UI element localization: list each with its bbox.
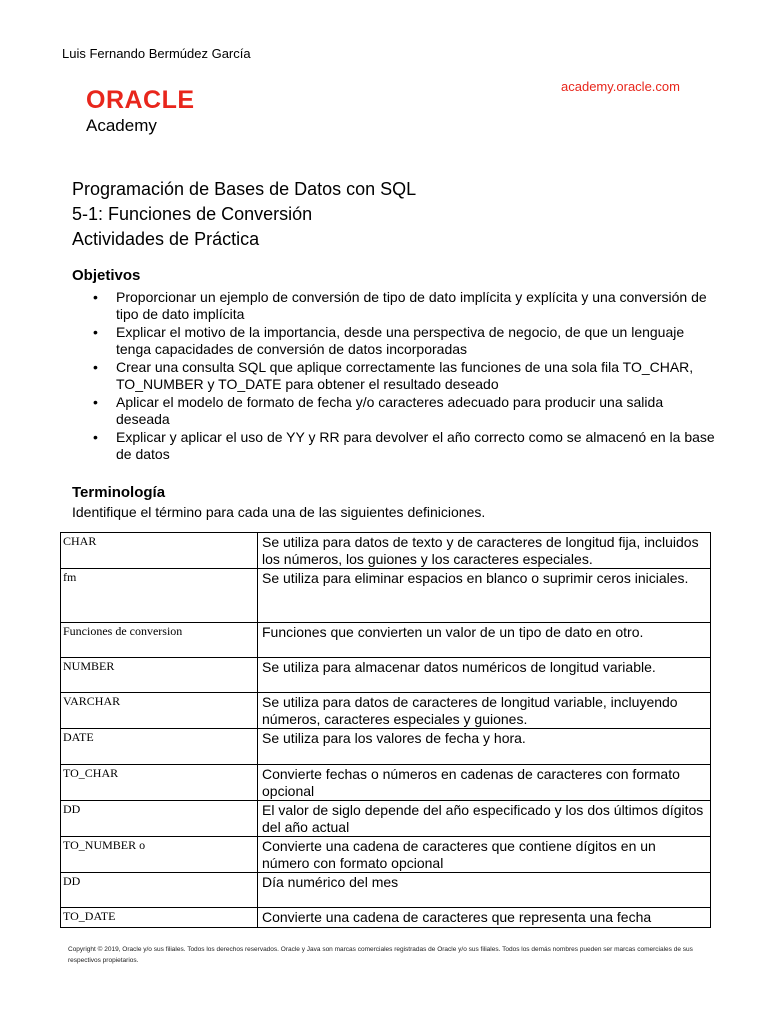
- terminology-intro: Identifique el término para cada una de las siguientes definiciones.: [72, 504, 486, 520]
- definition-cell: Funciones que convierten un valor de un tipo de dato en otro.: [258, 623, 711, 658]
- table-row: [61, 623, 711, 658]
- table-row: [61, 908, 711, 928]
- objectives-heading: Objetivos: [72, 267, 141, 284]
- term-cell: TO_DATE: [61, 908, 258, 928]
- objective-text: Explicar y aplicar el uso de YY y RR para devolver el año correcto como se almacenó en la base de datos: [116, 429, 715, 462]
- objective-text: Proporcionar un ejemplo de conversión de tipo de dato implícita y explícita y una conversión de tipo de dato implícita: [116, 289, 707, 322]
- bullet-icon: •: [93, 289, 98, 305]
- bullet-icon: •: [93, 429, 98, 445]
- definition-cell: Se utiliza para los valores de fecha y hora.: [258, 729, 711, 765]
- bullet-icon: •: [93, 394, 98, 410]
- term-cell: Funciones de conversion: [61, 623, 258, 658]
- logo-oracle-text: ORACLE: [86, 86, 195, 114]
- list-item: [93, 324, 716, 358]
- term-cell: VARCHAR: [61, 693, 258, 729]
- definition-cell: Se utiliza para almacenar datos numéricos de longitud variable.: [258, 658, 711, 693]
- table-row: [61, 873, 711, 908]
- term-cell: DD: [61, 873, 258, 908]
- term-cell: CHAR: [61, 533, 258, 569]
- table-row: [61, 658, 711, 693]
- table-row: [61, 569, 711, 623]
- objective-text: Aplicar el modelo de formato de fecha y/o caracteres adecuado para producir una salida deseada: [116, 394, 664, 427]
- objective-text: Explicar el motivo de la importancia, desde una perspectiva de negocio, de que un lenguaje tenga capacidades de conversión de datos incorporadas: [116, 324, 685, 357]
- title-lesson: 5-1: Funciones de Conversión: [72, 204, 313, 224]
- definition-cell: El valor de siglo depende del año especificado y los dos últimos dígitos del año actual: [258, 801, 711, 837]
- list-item: [93, 289, 716, 323]
- term-cell: fm: [61, 569, 258, 623]
- term-cell: DATE: [61, 729, 258, 765]
- author-name: Luis Fernando Bermúdez García: [62, 46, 251, 61]
- logo-academy-text: Academy: [86, 116, 157, 135]
- definition-cell: Se utiliza para eliminar espacios en blanco o suprimir ceros iniciales.: [258, 569, 711, 623]
- title-course: Programación de Bases de Datos con SQL: [72, 179, 417, 199]
- list-item: [93, 394, 716, 428]
- definition-cell: Convierte una cadena de caracteres que contiene dígitos en un número con formato opcional: [258, 837, 711, 873]
- terminology-heading: Terminología: [72, 484, 166, 501]
- table-row: [61, 837, 711, 873]
- bullet-icon: •: [93, 324, 98, 340]
- copyright-footer: Copyright © 2019, Oracle y/o sus filiales. Todos los derechos reservados. Oracle y Java son marcas comerciales registradas de Oracle y/o sus filiales. Todos los demás nombres pueden ser marcas comerciales de sus respectivos propietarios.: [68, 946, 693, 964]
- site-url[interactable]: academy.oracle.com: [561, 79, 680, 94]
- table-row: [61, 693, 711, 729]
- document-title: [72, 177, 416, 252]
- definition-cell: Se utiliza para datos de texto y de caracteres de longitud fija, incluidos los números, los guiones y los caracteres especiales.: [258, 533, 711, 569]
- table-row: [61, 729, 711, 765]
- table-row: [61, 801, 711, 837]
- objectives-list: [93, 289, 716, 464]
- term-cell: DD: [61, 801, 258, 837]
- objective-text: Crear una consulta SQL que aplique correctamente las funciones de una sola fila TO_CHAR, TO_NUMBER y TO_DATE para obtener el resultado deseado: [116, 359, 694, 392]
- title-activities: Actividades de Práctica: [72, 229, 260, 249]
- term-cell: TO_NUMBER o: [61, 837, 258, 873]
- term-cell: NUMBER: [61, 658, 258, 693]
- table-row: [61, 533, 711, 569]
- list-item: [93, 429, 716, 463]
- definition-cell: Se utiliza para datos de caracteres de longitud variable, incluyendo números, caracteres especiales y guiones.: [258, 693, 711, 729]
- definition-cell: Convierte fechas o números en cadenas de caracteres con formato opcional: [258, 765, 711, 801]
- term-cell: TO_CHAR: [61, 765, 258, 801]
- terminology-table: [60, 532, 711, 928]
- list-item: [93, 359, 716, 393]
- oracle-academy-logo: [86, 88, 195, 136]
- definition-cell: Día numérico del mes: [258, 873, 711, 908]
- table-row: [61, 765, 711, 801]
- bullet-icon: •: [93, 359, 98, 375]
- definition-cell: Convierte una cadena de caracteres que representa una fecha: [258, 908, 711, 928]
